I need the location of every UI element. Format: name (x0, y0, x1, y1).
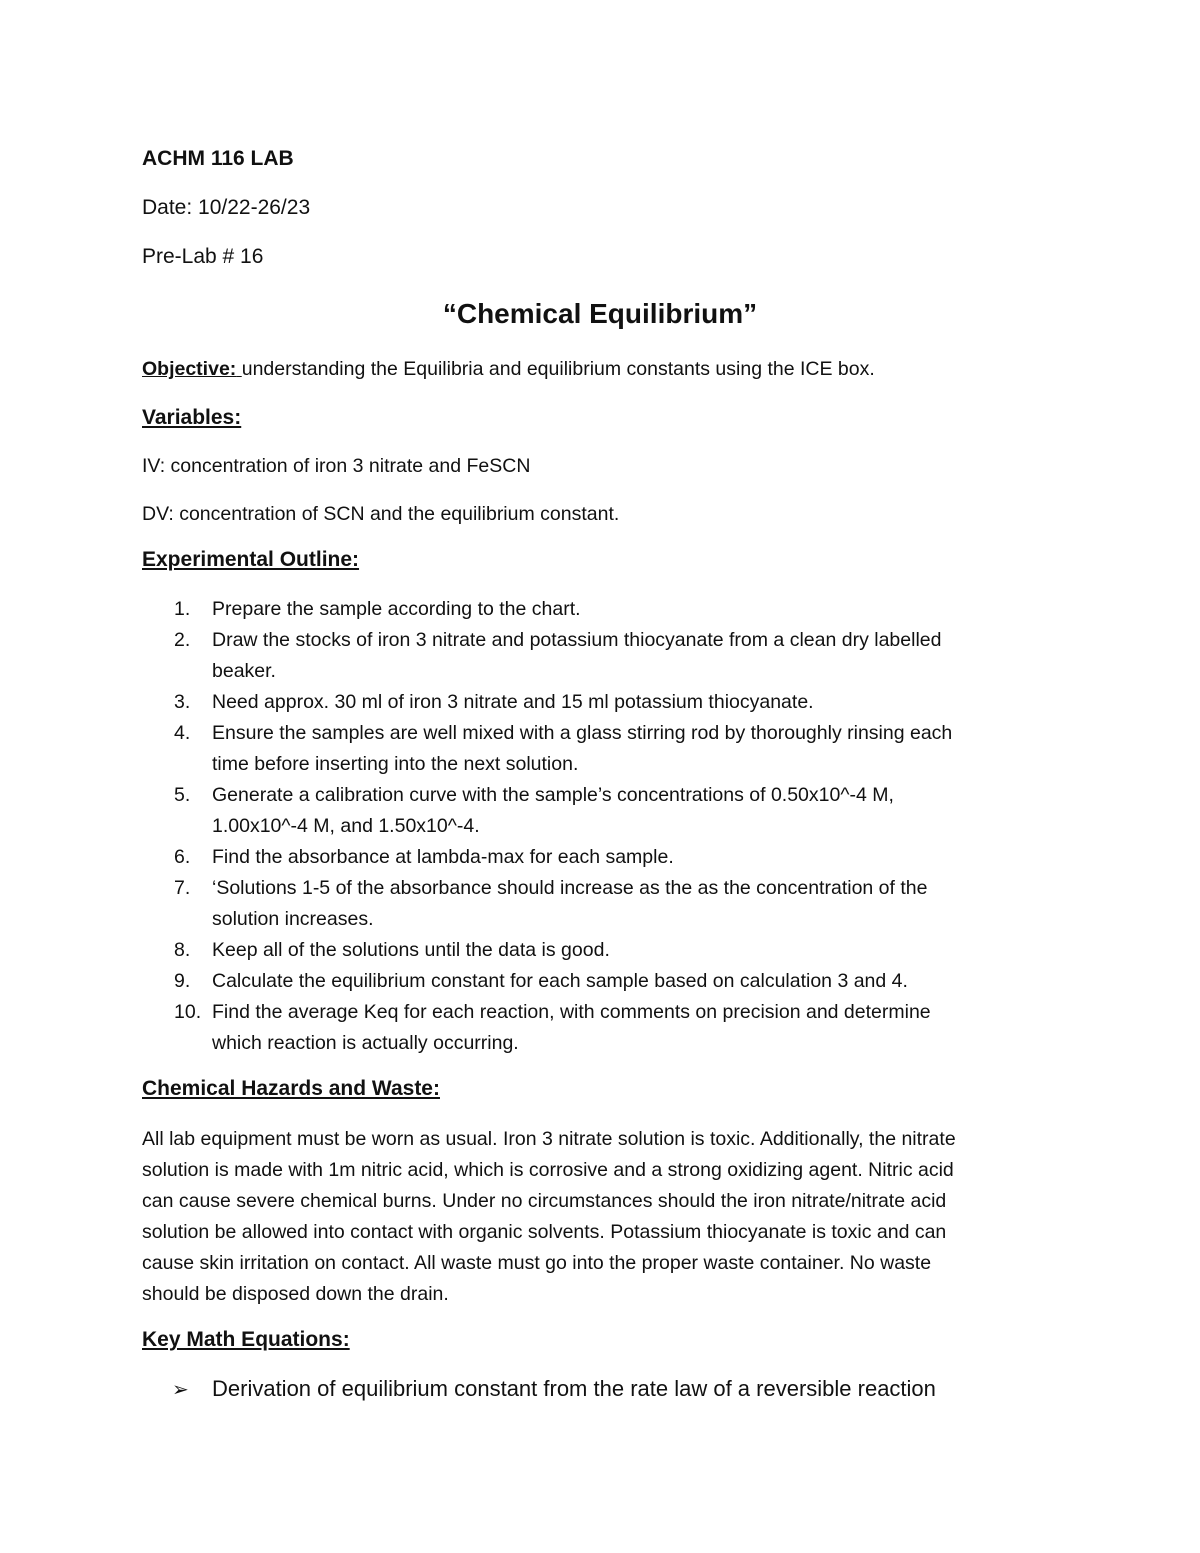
outline-heading: Experimental Outline: (142, 548, 360, 571)
course-code: ACHM 116 LAB (142, 147, 294, 170)
outline-item-number: 5. (174, 784, 191, 806)
variables-heading: Variables: (142, 406, 242, 429)
hazards-line: cause skin irritation on contact. All waste must go into the proper waste container. No waste (142, 1252, 932, 1274)
outline-item-line: which reaction is actually occurring. (212, 1032, 519, 1054)
outline-item-line: Calculate the equilibrium constant for each sample based on calculation 3 and 4. (212, 970, 908, 992)
hazards-paragraph (142, 1124, 1072, 1310)
outline-item-number: 4. (174, 722, 191, 744)
outline-item-line: solution increases. (212, 908, 374, 930)
outline-item-line: Draw the stocks of iron 3 nitrate and potassium thiocyanate from a clean dry labelled (212, 629, 942, 651)
outline-item-number: 3. (174, 691, 191, 713)
outline-item-number: 6. (174, 846, 191, 868)
math-bullet-item (172, 1374, 936, 1405)
outline-item-line: time before inserting into the next solution. (212, 753, 579, 775)
outline-item-line: Find the average Keq for each reaction, with comments on precision and determine (212, 1001, 931, 1023)
outline-item-line: Generate a calibration curve with the sample’s concentrations of 0.50x10^-4 M, (212, 784, 894, 806)
arrow-bullet-icon: ➢ (172, 1379, 189, 1401)
outline-item-line: Ensure the samples are well mixed with a glass stirring rod by thoroughly rinsing each (212, 722, 953, 744)
outline-item (142, 780, 1042, 842)
outline-item (142, 718, 1042, 780)
outline-item-line: 1.00x10^-4 M, and 1.50x10^-4. (212, 815, 480, 837)
outline-item-line: Prepare the sample according to the chart. (212, 598, 581, 620)
outline-item (142, 594, 1042, 625)
outline-item-number: 1. (174, 598, 191, 620)
outline-list (142, 594, 1042, 1059)
outline-item (142, 935, 1042, 966)
objective-line (142, 355, 875, 383)
outline-item-number: 9. (174, 970, 191, 992)
hazards-line: solution is made with 1m nitric acid, which is corrosive and a strong oxidizing agent. Nitric acid (142, 1159, 954, 1181)
outline-item-line: Need approx. 30 ml of iron 3 nitrate and 15 ml potassium thiocyanate. (212, 691, 814, 713)
outline-item-line: ‘Solutions 1-5 of the absorbance should increase as the as the concentration of the (212, 877, 928, 899)
math-bullet-text: Derivation of equilibrium constant from the rate law of a reversible reaction (212, 1376, 936, 1401)
outline-item-number: 2. (174, 629, 191, 651)
hazards-line: solution be allowed into contact with organic solvents. Potassium thiocyanate is toxic and can (142, 1221, 947, 1243)
outline-item-number: 10. (174, 1001, 202, 1023)
outline-item-number: 8. (174, 939, 191, 961)
objective-text: understanding the Equilibria and equilibrium constants using the ICE box. (241, 358, 875, 380)
date-line: Date: 10/22-26/23 (142, 196, 311, 219)
hazards-line: All lab equipment must be worn as usual. Iron 3 nitrate solution is toxic. Additionally, the nitrate (142, 1128, 956, 1150)
math-heading: Key Math Equations: (142, 1328, 350, 1351)
outline-item (142, 842, 1042, 873)
outline-item (142, 625, 1042, 687)
outline-item (142, 687, 1042, 718)
independent-variable: IV: concentration of iron 3 nitrate and FeSCN (142, 455, 531, 477)
hazards-line: should be disposed down the drain. (142, 1283, 449, 1305)
objective-label: Objective: (142, 358, 237, 380)
document-title: “Chemical Equilibrium” (442, 298, 758, 329)
outline-item (142, 966, 1042, 997)
outline-item-number: 7. (174, 877, 191, 899)
dependent-variable: DV: concentration of SCN and the equilibrium constant. (142, 503, 620, 525)
outline-item-line: beaker. (212, 660, 276, 682)
prelab-number: Pre-Lab # 16 (142, 245, 264, 268)
outline-item (142, 873, 1042, 935)
hazards-heading: Chemical Hazards and Waste: (142, 1077, 440, 1100)
outline-item (142, 997, 1042, 1059)
hazards-line: can cause severe chemical burns. Under no circumstances should the iron nitrate/nitrate acid (142, 1190, 947, 1212)
outline-item-line: Keep all of the solutions until the data is good. (212, 939, 610, 961)
outline-item-line: Find the absorbance at lambda-max for each sample. (212, 846, 674, 868)
